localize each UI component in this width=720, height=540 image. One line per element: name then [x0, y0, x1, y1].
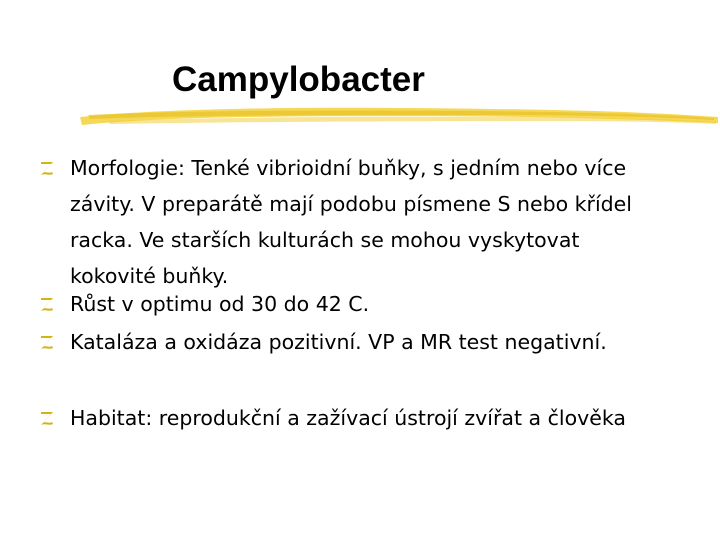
bullet-rust — [40, 286, 700, 322]
bullet-habitat — [40, 400, 700, 436]
z-bullet-icon — [40, 150, 64, 186]
bullet-text: Morfologie: Tenké vibrioidní buňky, s jedním nebo více závity. V preparátě mají podobu písmene S nebo křídel racka. Ve starších kulturách se mohou vyskytovat kokovité buňky. — [70, 156, 632, 288]
z-bullet-icon — [40, 324, 64, 360]
bullet-text: Kataláza a oxidáza pozitivní. VP a MR test negativní. — [70, 330, 607, 354]
title-underline-brushstroke — [78, 103, 720, 129]
bullet-text: Habitat: reprodukční a zažívací ústrojí zvířat a člověka — [70, 406, 626, 430]
z-bullet-icon — [40, 286, 64, 322]
bullet-kataláza — [40, 324, 700, 360]
bullet-text: Růst v optimu od 30 do 42 C. — [70, 292, 370, 316]
z-bullet-icon — [40, 400, 64, 436]
slide-title: Campylobacter — [172, 60, 425, 99]
bullet-morfologie — [40, 150, 700, 294]
